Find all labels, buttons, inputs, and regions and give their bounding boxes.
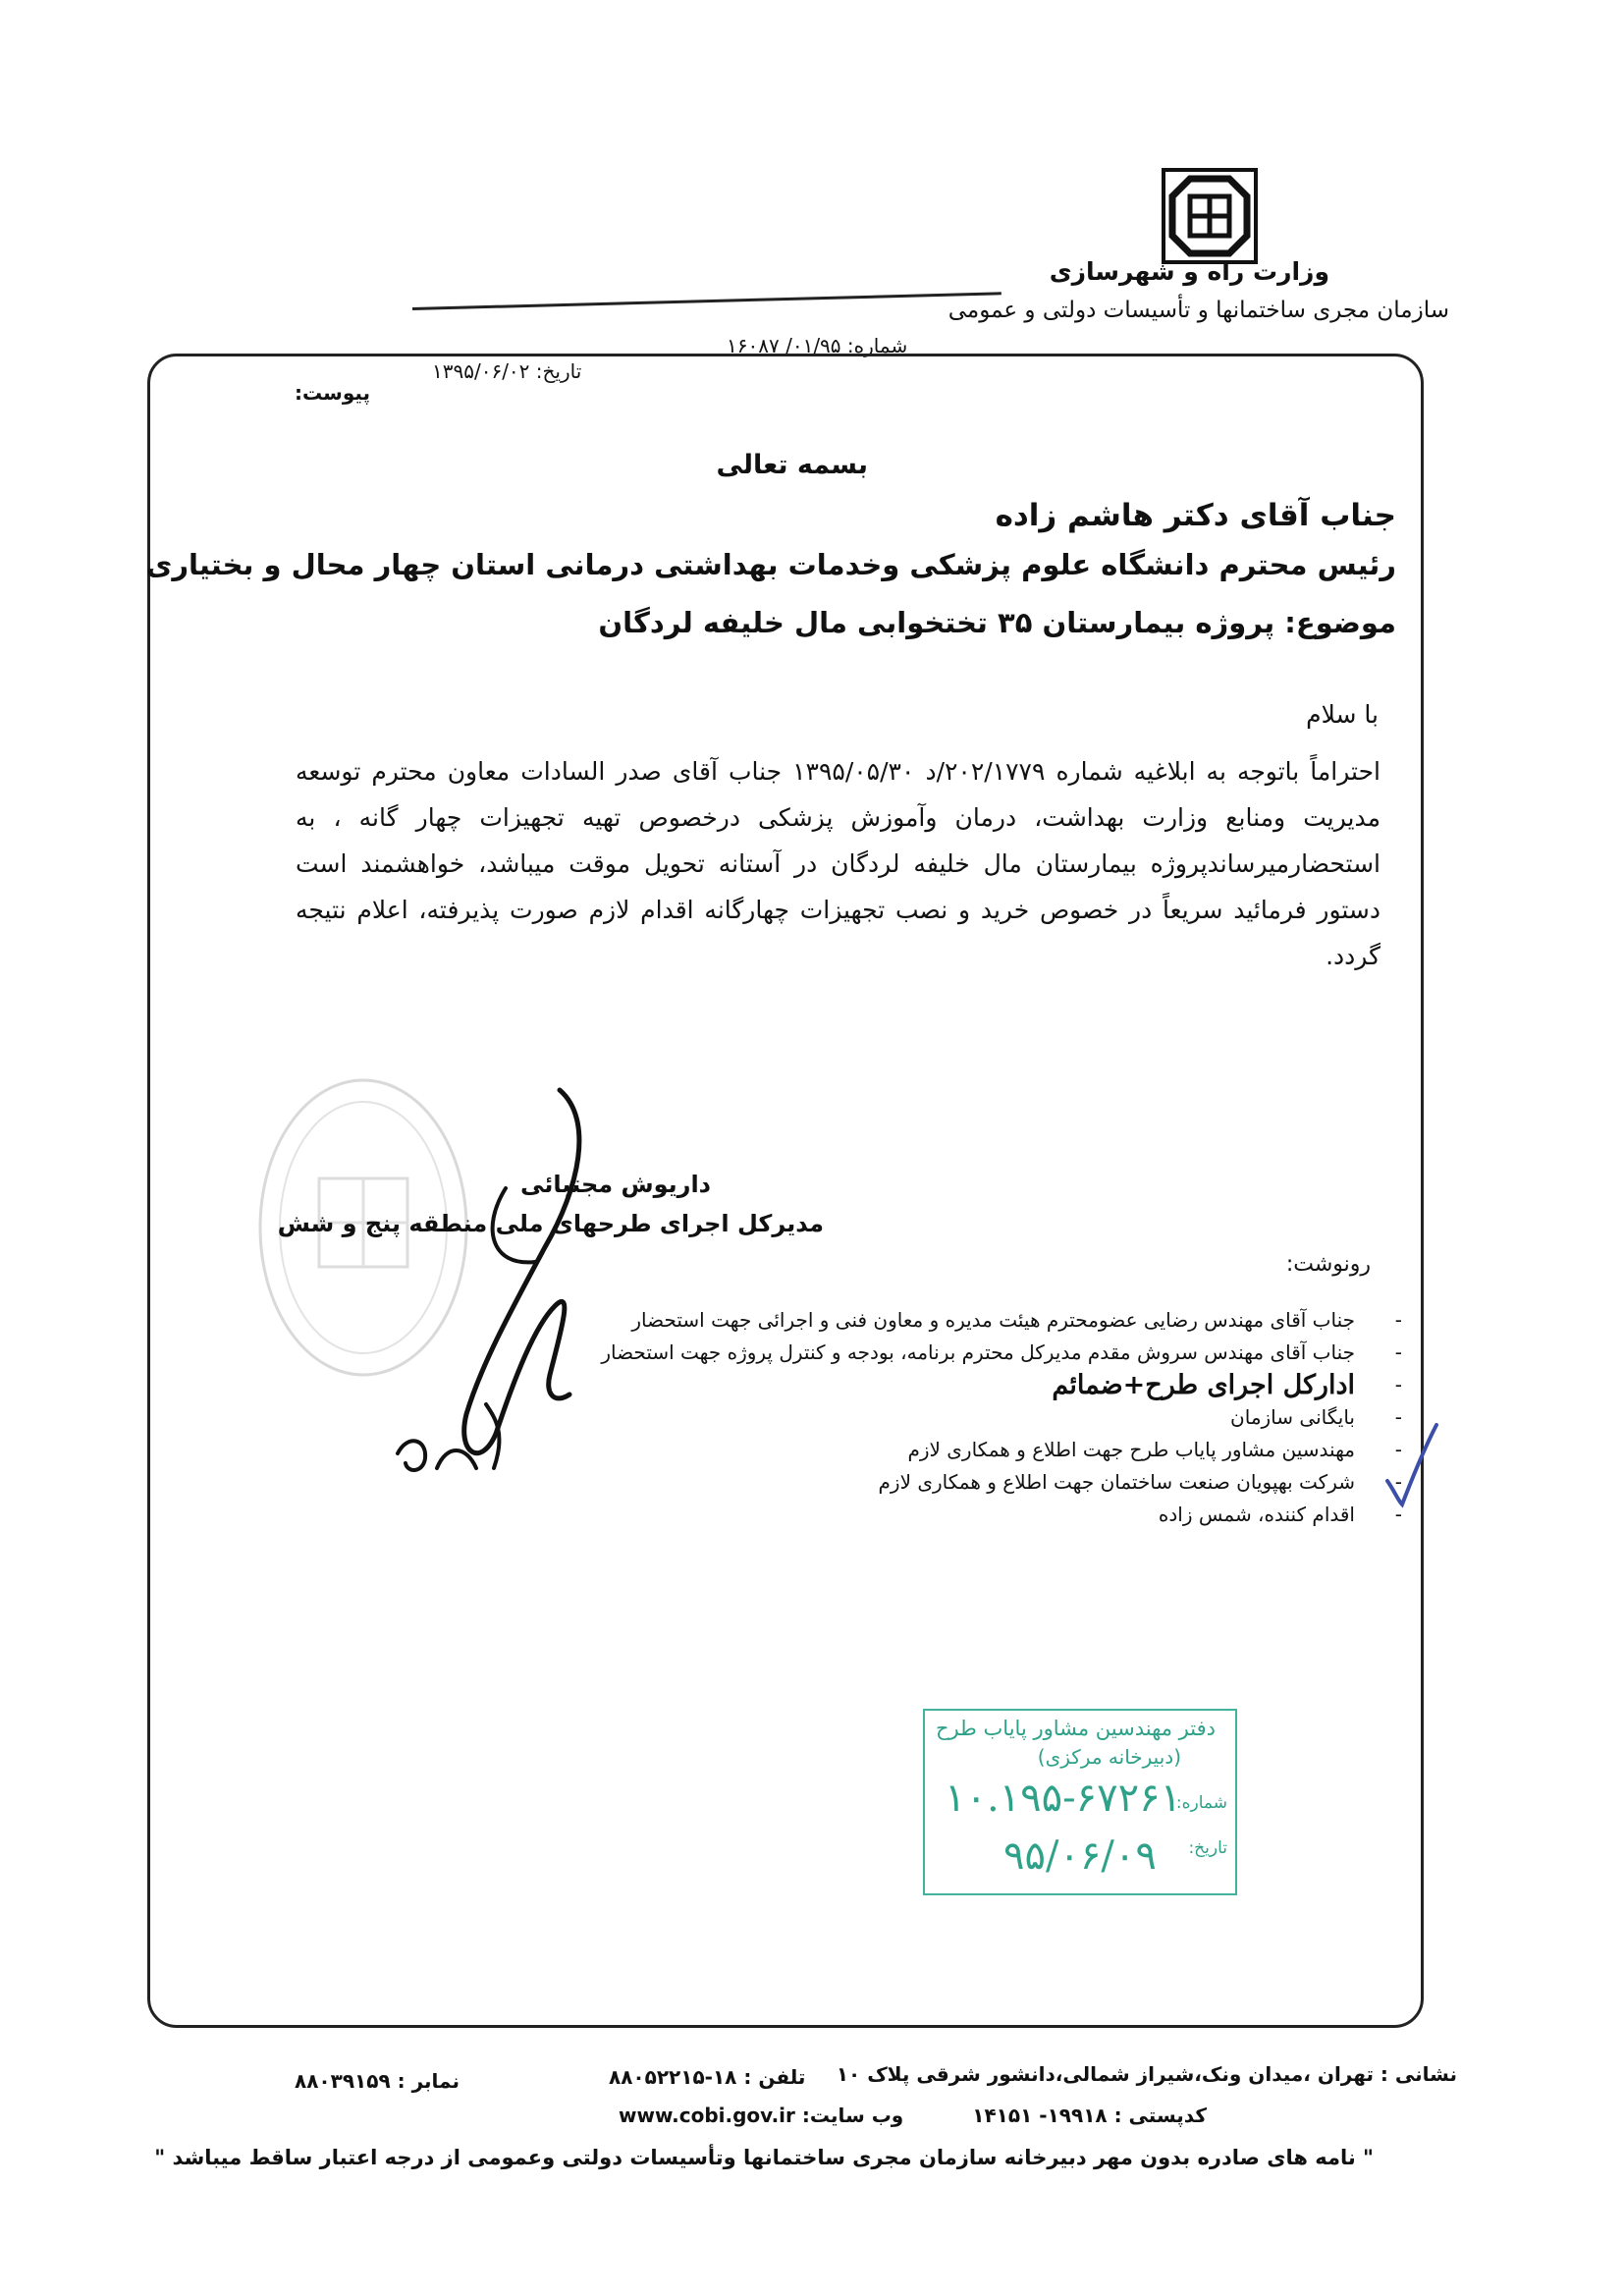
cc-item-text: مهندسین مشاور پایاب طرح جهت اطلاع و همکاری لازم [907, 1438, 1355, 1461]
footer-postal-code: کدپستی : ۱۹۹۱۸- ۱۴۱۵۱ [972, 2104, 1207, 2127]
cc-item-text: جناب آقای مهندس سروش مقدم مدیرکل محترم برنامه، بودجه و کنترل پروژه جهت استحضار [601, 1340, 1355, 1364]
salutation: با سلام [1306, 700, 1379, 729]
letter-date-value: ۱۳۹۵/۰۶/۰۲ [432, 359, 530, 383]
footer-address: نشانی : تهران ،میدان ونک،شیراز شمالی،دانشور شرقی پلاک ۱۰ [836, 2062, 1457, 2086]
letter-date-label: تاریخ: [535, 359, 582, 383]
cc-item-text: ادارکل اجرای طرح+ضمائم [1052, 1370, 1355, 1400]
cc-item-text: اقدام کننده، شمس زاده [1158, 1503, 1355, 1526]
footer-validity-notice: " نامه های صادره بدون مهر دبیرخانه سازمان مجری ساختمانها وتأسیسات دولتی وعمومی از درجه اعتبار ساقط میباشد " [154, 2146, 1374, 2169]
stamp-number-value: ۱۰.۱۹۵-۶۷۲۶۱ [945, 1776, 1182, 1821]
footer-website [619, 2104, 903, 2127]
letter-body [296, 748, 1380, 979]
footer-fax: نمابر : ۸۸۰۳۹۱۵۹ [295, 2069, 460, 2093]
organization-name: سازمان مجری ساختمانها و تأسیسات دولتی و عمومی [947, 298, 1449, 323]
footer-phone: تلفن : ۱۸-۸۸۰۵۲۲۱۵ [609, 2065, 806, 2089]
cc-item: - مهندسین مشاور پایاب طرح جهت اطلاع و همکاری لازم [513, 1434, 1396, 1466]
recipient-title: رئیس محترم دانشگاه علوم پزشکی وخدمات بهداشتی درمانی استان چهار محال و بختیاری [145, 548, 1396, 581]
letter-number-label: شماره: [846, 334, 908, 357]
cc-item: - اقدام کننده، شمس زاده [513, 1499, 1396, 1531]
stamp-date-label: تاریخ: [1188, 1838, 1227, 1858]
stamp-number-label: شماره: [1175, 1793, 1227, 1813]
cc-heading: رونوشت: [1285, 1252, 1371, 1277]
received-stamp [923, 1709, 1237, 1895]
cc-item-text: جناب آقای مهندس رضایی عضومحترم هیئت مدیره و معاون فنی و اجرائی جهت استحضار [631, 1308, 1355, 1332]
footer-website-label: وب سایت: [801, 2104, 904, 2127]
ministry-logo-icon [1161, 167, 1259, 265]
stamp-date-value: ۹۵/۰۶/۰۹ [1003, 1833, 1157, 1879]
letter-number-value: ۰۱/۹۵/ ۱۶۰۸۷ [727, 334, 841, 357]
basmala: بسمه تعالی [716, 450, 868, 480]
footer-website-url[interactable]: www.cobi.gov.ir [619, 2104, 795, 2127]
ministry-name: وزارت راه و شهرسازی [1049, 257, 1329, 286]
cc-item: - شرکت بهپویان صنعت ساختمان جهت اطلاع و همکاری لازم [513, 1466, 1396, 1499]
cc-item: - بایگانی سازمان [513, 1401, 1396, 1434]
signatory-title: مدیرکل اجرای طرحهای ملی منطقه پنج و شش [277, 1210, 824, 1237]
cc-item: - جناب آقای مهندس رضایی عضومحترم هیئت مدیره و معاون فنی و اجرائی جهت استحضار [513, 1304, 1396, 1337]
header-divider [412, 292, 1001, 310]
checkmark-icon [1382, 1420, 1441, 1508]
attachment-label: پیوست: [295, 381, 371, 405]
recipient-name: جناب آقای دکتر هاشم زاده [995, 498, 1396, 533]
cc-item-text: بایگانی سازمان [1230, 1405, 1355, 1429]
cc-item-handwritten: - ادارکل اجرای طرح+ضمائم [1052, 1370, 1402, 1400]
signatory-name: داریوش مجتبائی [520, 1171, 711, 1198]
cc-item: - جناب آقای مهندس سروش مقدم مدیرکل محترم برنامه، بودجه و کنترل پروژه جهت استحضار [513, 1337, 1396, 1369]
subject-line: موضوع: پروژه بیمارستان ۳۵ تختخوابی مال خلیفه لردگان [598, 606, 1396, 639]
cc-item-text: شرکت بهپویان صنعت ساختمان جهت اطلاع و همکاری لازم [878, 1470, 1355, 1494]
stamp-secretariat: (دبیرخانه مرکزی) [1037, 1745, 1181, 1769]
letter-body-text: احتراماً باتوجه به ابلاغیه شماره ۲۰۲/۱۷۷۹/د ۱۳۹۵/۰۵/۳۰ جناب آقای صدر السادات معاون محترم توسعه مدیریت ومنابع وزارت بهداشت، درمان وآموزش پزشکی درخصوص تهیه تجهیزات چهار گانه ، به استحضارمیرساندپروژه بیمارستان مال خلیفه لردگان در آستانه تحویل موقت میباشد، خواهشمند است دستور فرمائید سریعاً در خصوص خرید و نصب تجهیزات چهارگانه اقدام لازم صورت پذیرفته، اعلام نتیجه گردد. [296, 757, 1380, 970]
cc-list [513, 1304, 1402, 1531]
stamp-organization: دفتر مهندسین مشاور پایاب طرح [936, 1717, 1216, 1740]
